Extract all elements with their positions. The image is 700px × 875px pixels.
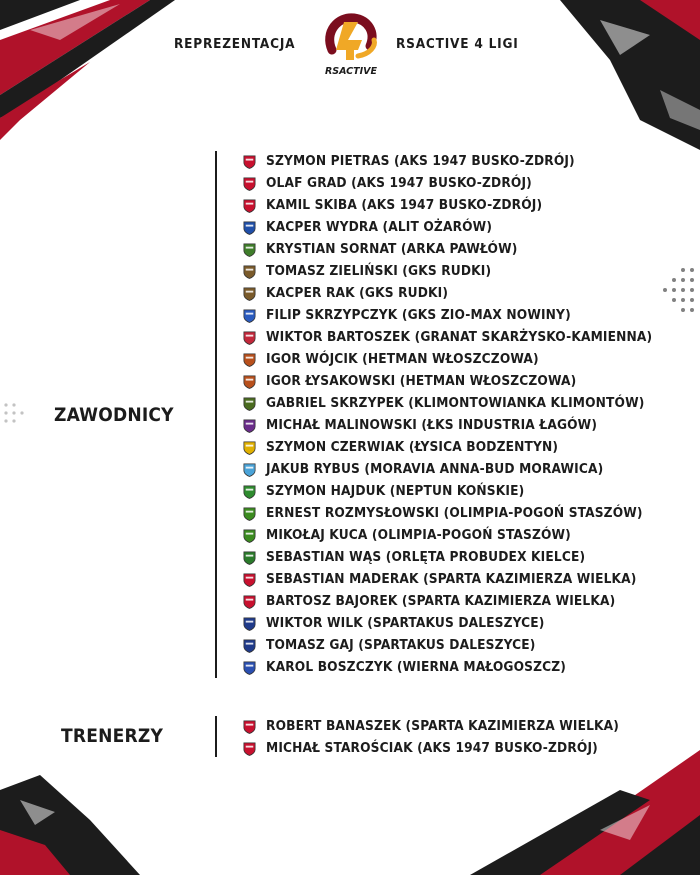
sparta-crest-icon — [242, 572, 257, 587]
player-name: IGOR ŁYSAKOWSKI (HETMAN WŁOSZCZOWA) — [266, 373, 577, 389]
player-name: SZYMON HAJDUK (NEPTUN KOŃSKIE) — [266, 483, 525, 499]
coach-name: ROBERT BANASZEK (SPARTA KAZIMIERZA WIELKA) — [266, 718, 619, 734]
player-name: ERNEST ROZMYSŁOWSKI (OLIMPIA-POGOŃ STASZÓW) — [266, 505, 643, 521]
player-row — [242, 634, 652, 656]
aks-crest-icon — [242, 741, 257, 756]
bottom-left-brush-decoration — [0, 775, 140, 875]
coaches-list — [242, 715, 619, 759]
rsactive-logo — [318, 10, 384, 78]
top-right-brush-decoration — [560, 0, 700, 150]
sparta-crest-icon — [242, 719, 257, 734]
player-name: SEBASTIAN MADERAK (SPARTA KAZIMIERZA WIELKA) — [266, 571, 637, 587]
arka-crest-icon — [242, 242, 257, 257]
top-left-brush-decoration — [0, 0, 175, 140]
olimpia-crest-icon — [242, 506, 257, 521]
granat-crest-icon — [242, 330, 257, 345]
bottom-right-brush-decoration — [470, 750, 700, 875]
wierna-crest-icon — [242, 660, 257, 675]
player-row — [242, 260, 652, 282]
right-dot-pattern — [663, 268, 694, 312]
player-name: WIKTOR BARTOSZEK (GRANAT SKARŻYSKO-KAMIENNA) — [266, 329, 653, 345]
spartakus-crest-icon — [242, 638, 257, 653]
aks-crest-icon — [242, 176, 257, 191]
player-name: KACPER RAK (GKS RUDKI) — [266, 285, 449, 301]
player-row — [242, 326, 652, 348]
player-row — [242, 150, 652, 172]
rudki-crest-icon — [242, 264, 257, 279]
player-name: KACPER WYDRA (ALIT OŻARÓW) — [266, 219, 493, 235]
player-row — [242, 238, 652, 260]
coach-name: MICHAŁ STAROŚCIAK (AKS 1947 BUSKO-ZDRÓJ) — [266, 740, 598, 756]
aks-crest-icon — [242, 198, 257, 213]
player-row — [242, 216, 652, 238]
spartakus-crest-icon — [242, 616, 257, 631]
klimontowianka-crest-icon — [242, 396, 257, 411]
player-name: SEBASTIAN WĄS (ORLĘTA PROBUDEX KIELCE) — [266, 549, 586, 565]
rudki-crest-icon — [242, 286, 257, 301]
players-list — [242, 150, 652, 678]
coach-row — [242, 715, 619, 737]
coaches-divider — [215, 716, 217, 757]
sparta-crest-icon — [242, 594, 257, 609]
player-name: OLAF GRAD (AKS 1947 BUSKO-ZDRÓJ) — [266, 175, 532, 191]
player-name: JAKUB RYBUS (MORAVIA ANNA-BUD MORAWICA) — [266, 461, 604, 477]
olimpia-crest-icon — [242, 528, 257, 543]
player-name: SZYMON CZERWIAK (ŁYSICA BODZENTYN) — [266, 439, 559, 455]
player-name: IGOR WÓJCIK (HETMAN WŁOSZCZOWA) — [266, 351, 539, 367]
aks-crest-icon — [242, 154, 257, 169]
player-name: WIKTOR WILK (SPARTAKUS DALESZYCE) — [266, 615, 545, 631]
players-section-label: ZAWODNICY — [54, 404, 174, 426]
player-row — [242, 458, 652, 480]
logo-wordmark: RSACTIVE — [324, 66, 378, 77]
left-dot-pattern — [4, 403, 23, 422]
nowiny-crest-icon — [242, 308, 257, 323]
orleta-crest-icon — [242, 550, 257, 565]
lysica-crest-icon — [242, 440, 257, 455]
player-row — [242, 392, 652, 414]
player-row — [242, 590, 652, 612]
player-row — [242, 480, 652, 502]
player-row — [242, 502, 652, 524]
header-left-title: REPREZENTACJA — [174, 36, 296, 52]
player-name: TOMASZ GAJ (SPARTAKUS DALESZYCE) — [266, 637, 536, 653]
player-row — [242, 370, 652, 392]
player-name: SZYMON PIETRAS (AKS 1947 BUSKO-ZDRÓJ) — [266, 153, 575, 169]
player-row — [242, 172, 652, 194]
header-right-title: RSACTIVE 4 LIGI — [396, 36, 519, 52]
alit-crest-icon — [242, 220, 257, 235]
hetman-crest-icon — [242, 352, 257, 367]
player-row — [242, 656, 652, 678]
player-row — [242, 568, 652, 590]
industria-crest-icon — [242, 418, 257, 433]
player-name: MIKOŁAJ KUCA (OLIMPIA-POGOŃ STASZÓW) — [266, 527, 571, 543]
player-row — [242, 524, 652, 546]
player-row — [242, 282, 652, 304]
players-divider — [215, 151, 217, 678]
player-row — [242, 348, 652, 370]
player-name: GABRIEL SKRZYPEK (KLIMONTOWIANKA KLIMONTÓW) — [266, 395, 645, 411]
player-name: TOMASZ ZIELIŃSKI (GKS RUDKI) — [266, 263, 492, 279]
player-row — [242, 304, 652, 326]
player-name: KAROL BOSZCZYK (WIERNA MAŁOGOSZCZ) — [266, 659, 567, 675]
neptun-crest-icon — [242, 484, 257, 499]
player-row — [242, 414, 652, 436]
player-name: KAMIL SKIBA (AKS 1947 BUSKO-ZDRÓJ) — [266, 197, 543, 213]
player-row — [242, 546, 652, 568]
player-row — [242, 194, 652, 216]
moravia-crest-icon — [242, 462, 257, 477]
coach-row — [242, 737, 619, 759]
player-row — [242, 612, 652, 634]
player-row — [242, 436, 652, 458]
player-name: BARTOSZ BAJOREK (SPARTA KAZIMIERZA WIELKA) — [266, 593, 616, 609]
player-name: FILIP SKRZYPCZYK (GKS ZIO-MAX NOWINY) — [266, 307, 571, 323]
player-name: MICHAŁ MALINOWSKI (ŁKS INDUSTRIA ŁAGÓW) — [266, 417, 598, 433]
hetman-crest-icon — [242, 374, 257, 389]
player-name: KRYSTIAN SORNAT (ARKA PAWŁÓW) — [266, 241, 518, 257]
coaches-section-label: TRENERZY — [61, 725, 164, 747]
